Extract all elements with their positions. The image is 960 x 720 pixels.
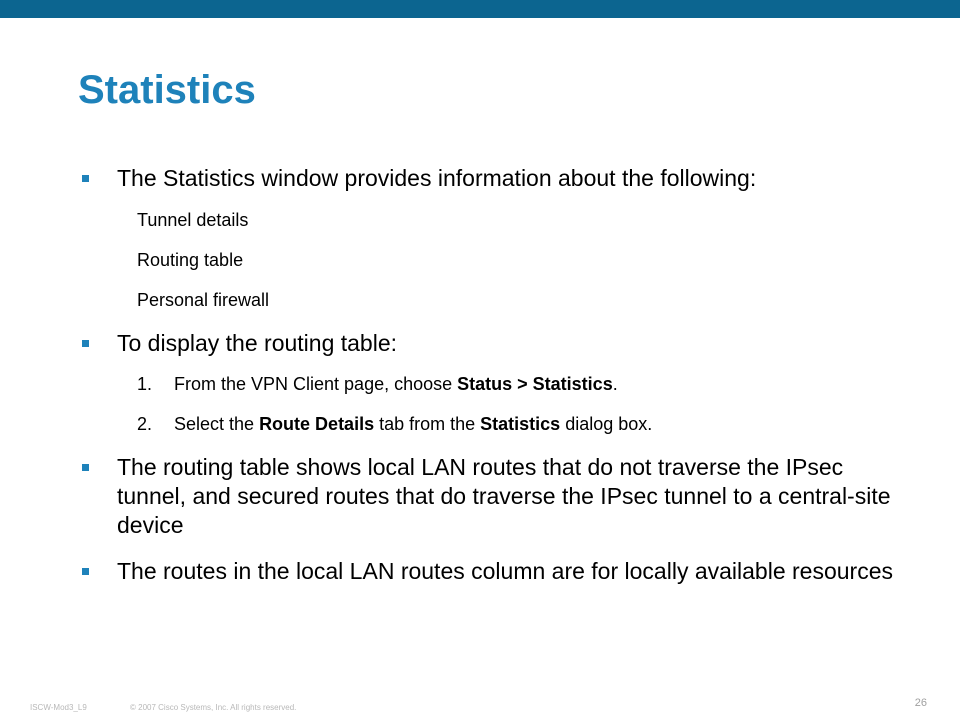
page-number: 26 [914, 697, 927, 709]
sub-item: Tunnel details [137, 210, 249, 230]
bullet-item [78, 164, 908, 193]
bullet-text: To display the routing table: [117, 330, 398, 356]
slide-content [78, 164, 908, 586]
numbered-step [137, 413, 908, 435]
slide-title: Statistics [78, 68, 256, 112]
bullet-item [78, 329, 908, 358]
numbered-list [78, 373, 908, 435]
sub-item: Routing table [137, 250, 244, 270]
step-number: 1. [137, 374, 153, 394]
step-text: Select the [174, 414, 260, 434]
top-banner-bar [0, 0, 960, 18]
bullet-text: The Statistics window provides information about the following: [117, 165, 757, 191]
step-text: . [612, 374, 618, 394]
step-text: From the VPN Client page, choose [174, 374, 458, 394]
bullet-item [78, 557, 908, 586]
footer-course-code: ISCW-Mod3_L9 [30, 703, 87, 712]
step-bold-text: Route Details [259, 414, 375, 434]
square-bullet-icon [82, 340, 89, 347]
step-text: tab from the [374, 414, 481, 434]
footer-copyright: © 2007 Cisco Systems, Inc. All rights reserved. [130, 703, 297, 712]
bullet-text: The routing table shows local LAN routes that do not traverse the IPsec tunnel, and secured routes that do traverse the IPsec tunnel to a central-site device [117, 454, 891, 538]
sub-item: Personal firewall [137, 290, 270, 310]
numbered-step [137, 373, 908, 395]
step-bold-text: Status > Statistics [457, 374, 613, 394]
step-text: dialog box. [560, 414, 653, 434]
bullet-item [78, 453, 908, 540]
step-number: 2. [137, 414, 153, 434]
square-bullet-icon [82, 175, 89, 182]
square-bullet-icon [82, 464, 89, 471]
square-bullet-icon [82, 568, 89, 575]
sub-list [78, 209, 908, 311]
step-bold-text: Statistics [480, 414, 561, 434]
bullet-text: The routes in the local LAN routes column are for locally available resources [117, 558, 893, 584]
